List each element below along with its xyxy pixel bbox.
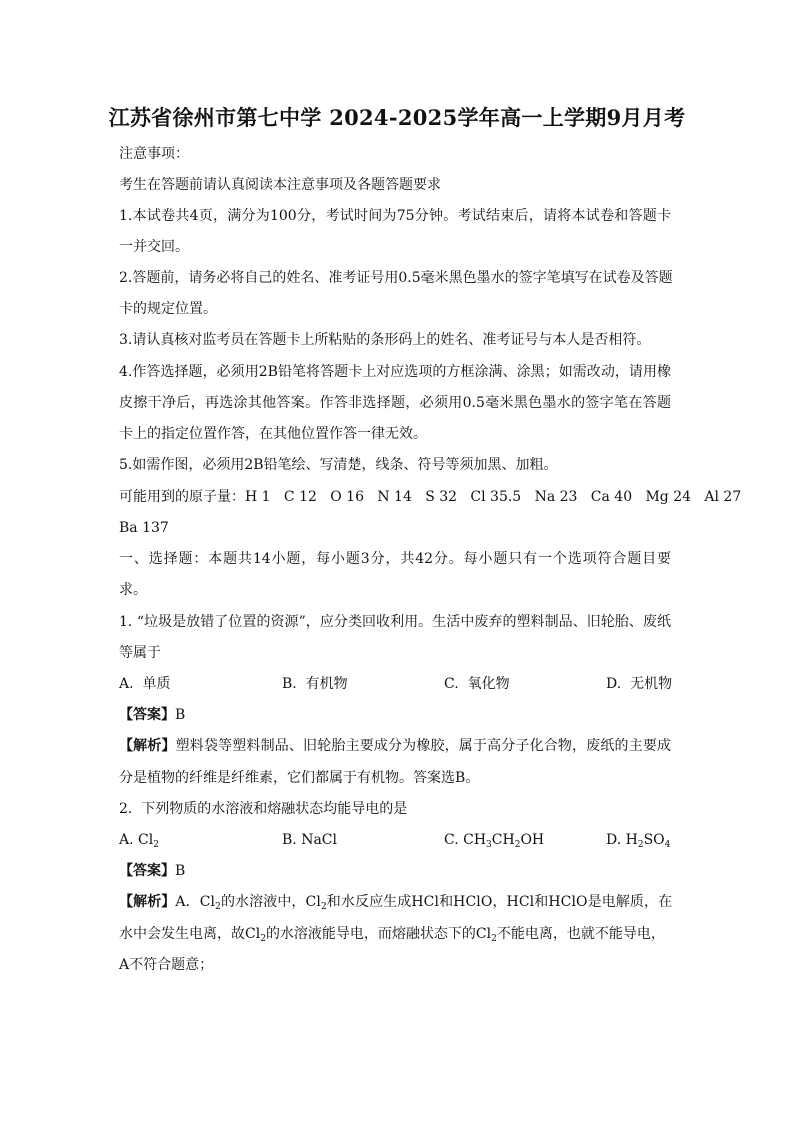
atomic-mass-line-1: 可能用到的原子量：H 1 C 12 O 16 N 14 S 32 Cl 35.5 Na 23 Ca 40 Mg 24 Al 27	[119, 489, 742, 505]
answer-value: B	[175, 863, 186, 879]
question-2-analysis-line-2: 水中会发生电离，故$Cl_2$的水溶液能导电，而熔融状态下的$Cl_2$不能电离，也就不能导电，	[119, 926, 665, 944]
analysis-label: 【解析】	[119, 894, 176, 910]
question-2-analysis-line-3: A不符合题意；	[119, 957, 214, 973]
question-1-option-c[interactable]: C. 氧化物	[444, 676, 510, 692]
section-1-heading-line-2: 求。	[119, 582, 147, 598]
section-1-heading-line-1: 一、选择题：本题共14小题，每小题3分，共42分。每小题只有一个选项符合题目要	[119, 551, 671, 567]
question-2-option-a[interactable]: A. $Cl_2$	[119, 832, 159, 850]
answer-label: 【答案】	[119, 707, 175, 723]
question-1-answer	[119, 705, 185, 725]
question-2-option-d[interactable]: D. $H_2SO_4$	[606, 832, 671, 850]
answer-label: 【答案】	[119, 863, 175, 879]
notice-item-1-line-1: 1.本试卷共4页，满分为100分，考试时间为75分钟。考试结束后，请将本试卷和答题卡	[119, 208, 671, 224]
notice-item-4-line-3: 卡上的指定位置作答，在其他位置作答一律无效。	[119, 426, 427, 442]
question-2-analysis-line-1: 【解析】A．$Cl_2$的水溶液中，$Cl_2$和水反应生成HCl和HClO，HCl和HClO是电解质，在	[119, 894, 673, 912]
answer-value: B	[175, 707, 186, 723]
question-1-analysis-line-2: 分是植物的纤维是纤维素，它们都属于有机物。答案选B。	[119, 770, 480, 786]
notice-item-2-line-2: 卡的规定位置。	[119, 301, 217, 317]
notice-item-1-line-2: 一并交回。	[119, 239, 189, 255]
question-2-option-b[interactable]: B. NaCl	[282, 832, 337, 848]
question-1-stem-line-1: 1. “垃圾是放错了位置的资源”，应分类回收利用。生活中废弃的塑料制品、旧轮胎、废纸	[119, 614, 671, 630]
notice-item-4-line-2: 皮擦干净后，再选涂其他答案。作答非选择题，必须用0.5毫米黑色墨水的签字笔在答题	[119, 395, 671, 411]
notice-heading: 注意事项：	[119, 146, 189, 162]
notice-item-2-line-1: 2.答题前，请务必将自己的姓名、准考证号用0.5毫米黑色墨水的签字笔填写在试卷及答题	[119, 270, 673, 286]
question-1-option-d[interactable]: D. 无机物	[606, 676, 673, 692]
question-1-option-a[interactable]: A. 单质	[119, 676, 171, 692]
notice-intro: 考生在答题前请认真阅读本注意事项及各题答题要求	[119, 177, 441, 193]
notice-item-3: 3.请认真核对监考员在答题卡上所粘贴的条形码上的姓名、准考证号与本人是否相符。	[119, 332, 651, 348]
analysis-label: 【解析】	[119, 738, 176, 754]
notice-item-4-line-1: 4.作答选择题，必须用2B铅笔将答题卡上对应选项的方框涂满、涂黑；如需改动，请用橡	[119, 364, 671, 380]
analysis-text: 塑料袋等塑料制品、旧轮胎主要成分为橡胶，属于高分子化合物，废纸的主要成	[175, 738, 672, 754]
question-1-stem-line-2: 等属于	[119, 645, 161, 661]
atomic-mass-line-2: Ba 137	[119, 520, 169, 536]
question-1-option-b[interactable]: B. 有机物	[282, 676, 348, 692]
page-title: 江苏省徐州市第七中学 2024-2025学年高一上学期9月月考	[108, 105, 686, 130]
notice-item-5: 5.如需作图，必须用2B铅笔绘、写清楚，线条、符号等须加黑、加粗。	[119, 457, 558, 473]
question-2-option-c[interactable]: C. $CH_3CH_2OH$	[444, 832, 545, 850]
question-1-analysis-line-1	[119, 736, 671, 756]
question-2-answer	[119, 861, 185, 881]
question-2-stem: 2. 下列物质的水溶液和熔融状态均能导电的是	[119, 801, 408, 817]
